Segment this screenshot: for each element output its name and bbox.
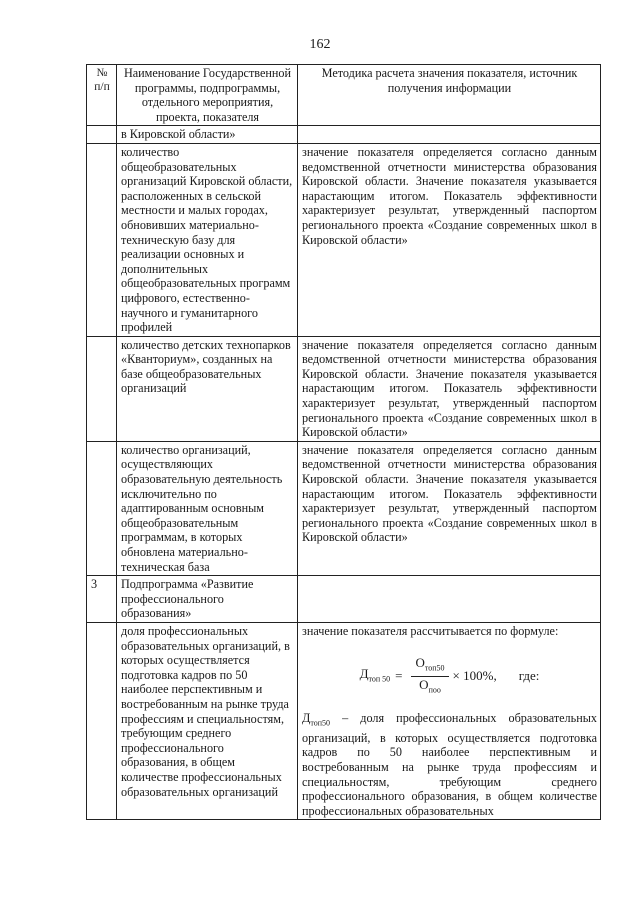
formula-fraction bbox=[411, 655, 448, 699]
row-name: доля профессиональных образовательных организаций, в которых осуществляется подготовка кадров по 50 наиболее перспективным и востребованным на рынке труда профессиям и специальностям, требующим среднего профессионального образования, в общем количестве профессиональных образовательных организаций bbox=[117, 622, 298, 819]
row-name: количество детских технопарков «Кванториум», созданных на базе общеобразовательных организаций bbox=[117, 336, 298, 441]
header-name: Наименование Государственной программы, подпрограммы, отдельного мероприятия, проекта, показателя bbox=[117, 65, 298, 126]
header-num: № п/п bbox=[87, 65, 117, 126]
row-num: 3 bbox=[87, 576, 117, 623]
row-num bbox=[87, 336, 117, 441]
row-name: количество общеобразовательных организаций Кировской области, расположенных в сельской местности и малых городах, обновивших материально-техническую базу для реализации основных и дополнительных общеобразовательных программ цифрового, естественно-научного и гуманитарного профилей bbox=[117, 143, 298, 336]
formula-comma: , bbox=[493, 668, 497, 684]
row-num bbox=[87, 441, 117, 575]
row-method bbox=[298, 126, 601, 144]
formula-numerator: $О_{топ50}$ bbox=[415, 654, 445, 673]
row-name: Подпрограмма «Развитие профессионального образования» bbox=[117, 576, 298, 623]
header-method: Методика расчета значения показателя, источник получения информации bbox=[298, 65, 601, 126]
row-num bbox=[87, 143, 117, 336]
row-name: в Кировской области» bbox=[117, 126, 298, 144]
formula-denominator: $О_{поо}$ bbox=[419, 677, 441, 695]
formula-where: где: bbox=[518, 668, 540, 684]
row-method: значение показателя определяется согласно данным ведомственной отчетности министерства образования Кировской области. Значение показателя указывается нарастающим итогом. Показатель эффективности характеризует результат, утвержденный паспортом регионального проекта «Создание современных школ в Кировской области» bbox=[298, 336, 601, 441]
row-num bbox=[87, 126, 117, 144]
page-number: 162 bbox=[309, 37, 331, 52]
row-method: значение показателя определяется согласно данным ведомственной отчетности министерства образования Кировской области. Значение показателя указывается нарастающим итогом. Показатель эффективности характеризует результат, утвержденный паспортом регионального проекта «Создание современных школ в Кировской области» bbox=[298, 441, 601, 575]
formula-tail: × 100% bbox=[452, 668, 494, 684]
row-num bbox=[87, 622, 117, 819]
formula bbox=[302, 655, 597, 699]
table-header-row bbox=[87, 65, 601, 126]
row-method: значение показателя определяется согласно данным ведомственной отчетности министерства образования Кировской области. Значение показателя указывается нарастающим итогом. Показатель эффективности характеризует результат, утвержденный паспортом регионального проекта «Создание современных школ в Кировской области» bbox=[298, 143, 601, 336]
formula-equals: = bbox=[395, 668, 403, 684]
row-method-formula bbox=[298, 622, 601, 819]
row-method bbox=[298, 576, 601, 623]
indicators-table bbox=[86, 64, 601, 820]
row-name: количество организаций, осуществляющих образовательную деятельность исключительно по адаптированным основным общеобразовательным программам, в которых обновлена материально-техническая база bbox=[117, 441, 298, 575]
formula-definition: $Д_{топ50}$ – доля профессиональных образовательных организаций, в которых осуществляется подготовка кадров по 50 наиболее перспективным и востребованным на рынке труда профессиям и специальностям, требующим среднего профессионального образования, в общем количестве профессиональных образовательных bbox=[302, 710, 597, 818]
table-row bbox=[87, 441, 601, 575]
formula-intro: значение показателя рассчитывается по формуле: bbox=[302, 623, 559, 638]
table-row bbox=[87, 336, 601, 441]
table-row bbox=[87, 143, 601, 336]
table-row bbox=[87, 576, 601, 623]
table-row bbox=[87, 126, 601, 144]
table-row bbox=[87, 622, 601, 819]
formula-lhs: $Д_{топ 50}$ bbox=[359, 665, 391, 684]
